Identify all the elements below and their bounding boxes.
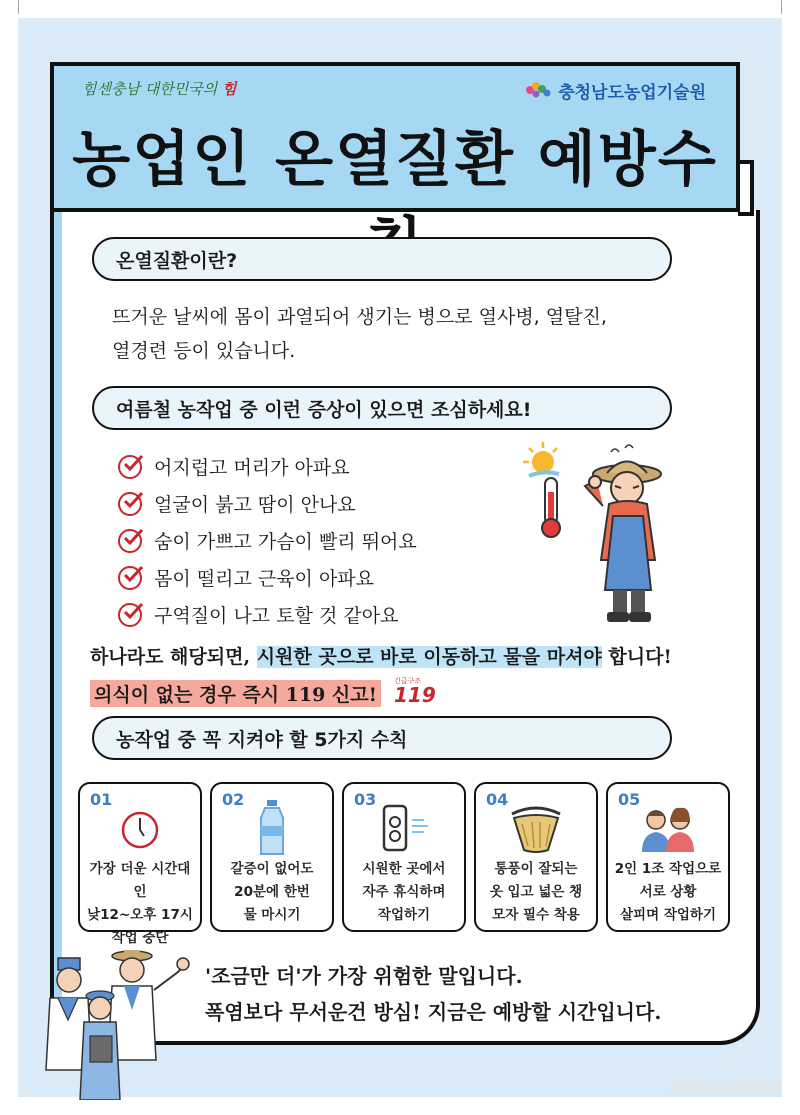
crop-mark — [781, 0, 782, 14]
closing-message — [205, 958, 661, 1030]
rule-text — [348, 858, 460, 927]
rule-line: 갈증이 없어도 — [230, 861, 314, 877]
definition-line: 뜨거운 날씨에 몸이 과열되어 생기는 병으로 열사병, 열탈진, — [112, 306, 607, 328]
symptom-text: 숨이 가쁘고 가슴이 빨리 뛰어요 — [154, 531, 417, 553]
rule-line: 서로 상황 — [639, 884, 697, 900]
symptom-text: 몸이 떨리고 근육이 아파요 — [154, 568, 375, 590]
rule-line: 모자 필수 착용 — [492, 907, 580, 923]
rule-line: 시원한 곳에서 — [362, 861, 446, 877]
clock-icon — [80, 798, 200, 858]
check-icon — [118, 455, 142, 479]
rule-line: 물 마시기 — [243, 907, 301, 923]
rule-line: 통풍이 잘되는 — [494, 861, 578, 877]
definition-line: 열경련 등이 있습니다. — [112, 340, 296, 362]
air-conditioner-icon — [344, 798, 464, 858]
check-icon — [118, 492, 142, 516]
rule-line: 가장 더운 시간대인 — [89, 861, 191, 900]
rule-line: 20분에 한번 — [234, 884, 310, 900]
rule-card — [78, 782, 202, 946]
rule-line: 작업하기 — [377, 907, 431, 923]
symptom-list — [118, 448, 417, 633]
check-icon — [118, 603, 142, 627]
paper-edge — [50, 210, 62, 1045]
list-item — [118, 559, 417, 596]
check-icon — [118, 566, 142, 590]
rule-text — [480, 858, 592, 927]
crop-mark — [18, 0, 19, 14]
header-banner — [50, 62, 740, 212]
rule-text — [216, 858, 328, 927]
rule-number: 03 — [354, 790, 377, 809]
watermark: KUKI NEWS — [670, 1078, 782, 1097]
warning-highlight: 시원한 곳으로 바로 이동하고 물을 마셔야 — [256, 646, 602, 668]
header-fold — [738, 160, 754, 216]
org-logo — [524, 78, 706, 103]
warning-text: 합니다! — [601, 646, 672, 668]
rule-card — [474, 782, 598, 932]
list-item — [118, 522, 417, 559]
org-name: 충청남도농업기술원 — [558, 83, 706, 103]
slogan — [82, 78, 236, 99]
definition-paragraph — [112, 300, 672, 368]
emergency-notice: 의식이 없는 경우 즉시 119 신고! — [90, 680, 381, 707]
slogan-accent: 힘 — [221, 80, 237, 98]
badge-caption: 긴급구조 — [394, 677, 422, 685]
rule-card — [342, 782, 466, 932]
section-heading-what-is: 온열질환이란? — [92, 237, 672, 281]
section-heading-rules: 농작업 중 꼭 지켜야 할 5가지 수칙 — [92, 716, 672, 760]
symptom-text: 구역질이 나고 토할 것 같아요 — [154, 605, 399, 627]
rule-line: 자주 휴식하며 — [362, 884, 446, 900]
symptom-text: 얼굴이 붉고 땀이 안나요 — [154, 494, 356, 516]
sun-icon — [523, 442, 559, 476]
water-bottle-icon — [212, 798, 332, 858]
two-people-icon — [608, 798, 728, 858]
page-title: 농업인 온열질환 예방수 — [72, 125, 718, 195]
emergency-119-icon — [392, 674, 436, 704]
rule-line: 작업 중단 — [111, 930, 169, 946]
thermometer-icon — [542, 478, 560, 537]
closing-line: 폭염보다 무서운건 방심! 지금은 예방할 시간입니다. — [205, 1000, 662, 1024]
symptom-text: 어지럽고 머리가 아파요 — [154, 457, 350, 479]
rule-number: 01 — [90, 790, 113, 809]
list-item — [118, 596, 417, 633]
list-item — [118, 485, 417, 522]
rule-line: 살피며 작업하기 — [620, 907, 716, 923]
rule-card — [606, 782, 730, 932]
list-item — [118, 448, 417, 485]
badge-number: 119 — [394, 683, 436, 704]
sun-visor-hat-icon — [476, 798, 596, 858]
rule-number: 04 — [486, 790, 509, 809]
rule-line: 낮12~오후 17시 — [87, 907, 193, 923]
rule-text — [612, 858, 724, 927]
rule-line: 2인 1조 작업으로 — [614, 861, 722, 877]
farmers-group-illustration — [28, 950, 198, 1100]
overheated-farmer-illustration — [515, 440, 685, 630]
check-icon — [118, 529, 142, 553]
rule-card — [210, 782, 334, 932]
rule-cards — [78, 782, 730, 946]
org-flower-icon — [524, 80, 552, 102]
rule-number: 05 — [618, 790, 641, 809]
rule-text — [84, 858, 196, 950]
slogan-text: 힘센충남 대한민국의 — [82, 80, 218, 98]
closing-line: '조금만 더'가 가장 위험한 말입니다. — [205, 964, 523, 988]
rule-line: 옷 입고 넓은 챙 — [489, 884, 583, 900]
action-warning — [90, 642, 672, 669]
rule-number: 02 — [222, 790, 245, 809]
warning-text: 하나라도 해당되면, — [90, 646, 257, 668]
section-heading-symptoms: 여름철 농작업 중 이런 증상이 있으면 조심하세요! — [92, 386, 672, 430]
